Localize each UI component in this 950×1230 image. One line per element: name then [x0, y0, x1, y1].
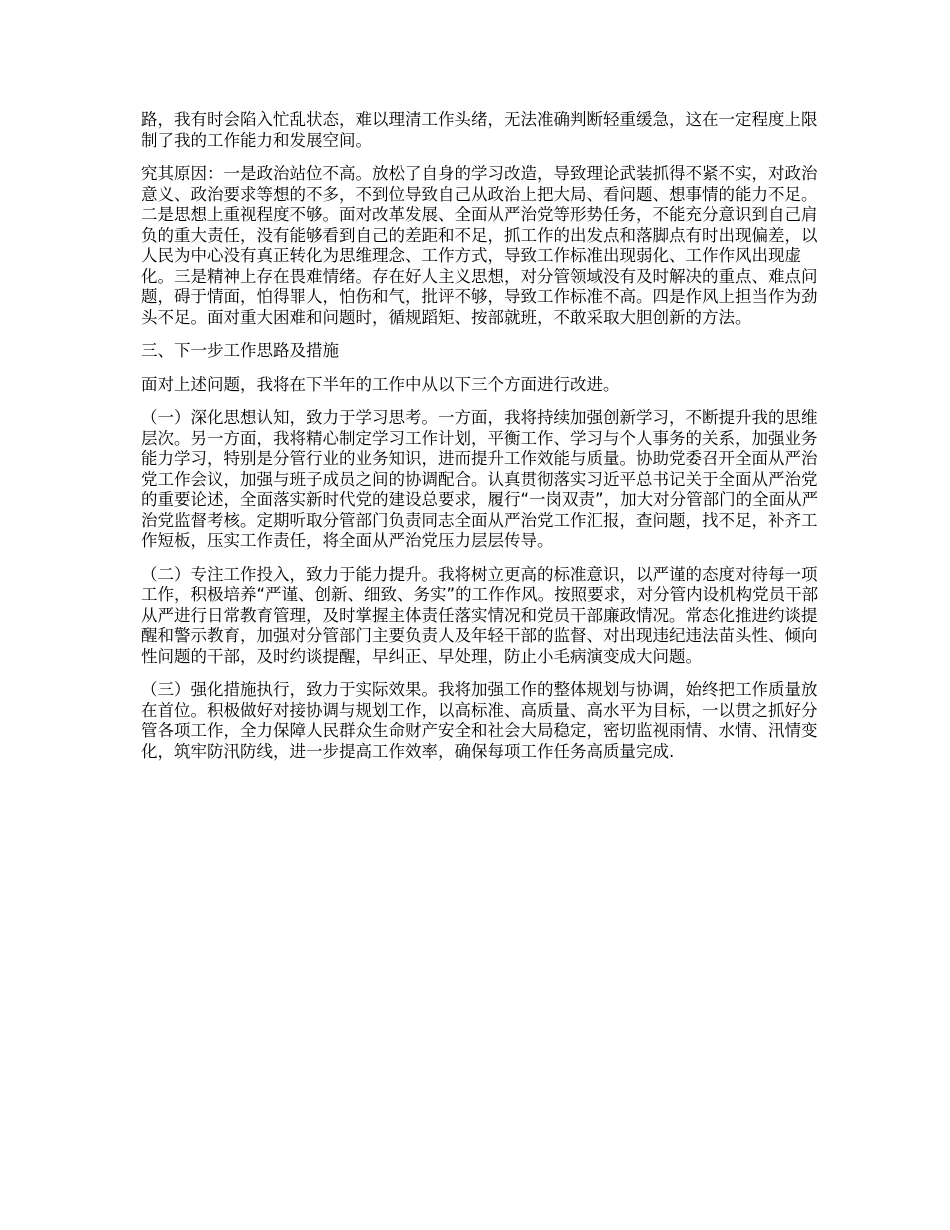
paragraph-measure-one: （一）深化思想认知，致力于学习思考。一方面，我将持续加强创新学习，不断提升我的思维层次。另一方面，我将精心制定学习工作计划，平衡工作、学习与个人事务的关系，加强业务能力学习，特别是分管行业的业务知识，进而提升工作效能与质量。协助党委召开全面从严治党工作会议，加强与班子成员之间的协调配合。认真贯彻落实习近平总书记关于全面从严治党的重要论述，全面落实新时代党的建设总要求，履行“一岗双责”，加大对分管部门的全面从严治党监督考核。定期听取分管部门负责同志全面从严治党工作汇报，查问题，找不足，补齐工作短板，压实工作责任，将全面从严治党压力层层传导。: [141, 408, 819, 550]
paragraph-measure-three: （三）强化措施执行，致力于实际效果。我将加强工作的整体规划与协调，始终把工作质量放在首位。积极做好对接协调与规划工作，以高标准、高质量、高水平为目标，一以贯之抓好分管各项工作，全力保障人民群众生命财产安全和社会大局稳定，密切监视雨情、水情、汛情变化，筑牢防汛防线，进一步提高工作效率，确保每项工作任务高质量完成.: [141, 680, 818, 761]
paragraph-intro: 面对上述问题，我将在下半年的工作中从以下三个方面进行改进。: [141, 374, 620, 394]
document-page: [141, 110, 821, 775]
paragraph-root-causes: 究其原因：一是政治站位不高。放松了自身的学习改造，导致理论武装抓得不紧不实，对政治意义、政治要求等想的不多，不到位导致自己从政治上把大局、看问题、想事情的能力不足。二是思想上重视程度不够。面对改革发展、全面从严治党等形势任务，不能充分意识到自己肩负的重大责任，没有能够看到自己的差距和不足，抓工作的出发点和落脚点有时出现偏差，以人民为中心没有真正转化为思维理念、工作方式，导致工作标准出现弱化、工作作风出现虚化。三是精神上存在畏难情绪。存在好人主义思想，对分管领域没有及时解决的重点、难点问题，碍于情面，怕得罪人，怕伤和气，批评不够，导致工作标准不高。四是作风上担当作为劲头不足。面对重大困难和问题时，循规蹈矩、按部就班，不敢采取大胆创新的方法。: [141, 164, 818, 327]
paragraph-measure-two: （二）专注工作投入，致力于能力提升。我将树立更高的标准意识，以严谨的态度对待每一项工作，积极培养“严谨、创新、细致、务实”的工作作风。按照要求，对分管内设机构党员干部从严进行日常教育管理，及时掌握主体责任落实情况和党员干部廉政情况。常态化推进约谈提醒和警示教育，加强对分管部门主要负责人及年轻干部的监督、对出现违纪违法苗头性、倾向性问题的干部，及时约谈提醒，早纠正、早处理，防止小毛病演变成大问题。: [141, 564, 819, 666]
paragraph-continuation: 路，我有时会陷入忙乱状态，难以理清工作头绪，无法准确判断轻重缓急，这在一定程度上限制了我的工作能力和发展空间。: [141, 110, 818, 150]
section-heading: 三、下一步工作思路及措施: [141, 341, 339, 360]
